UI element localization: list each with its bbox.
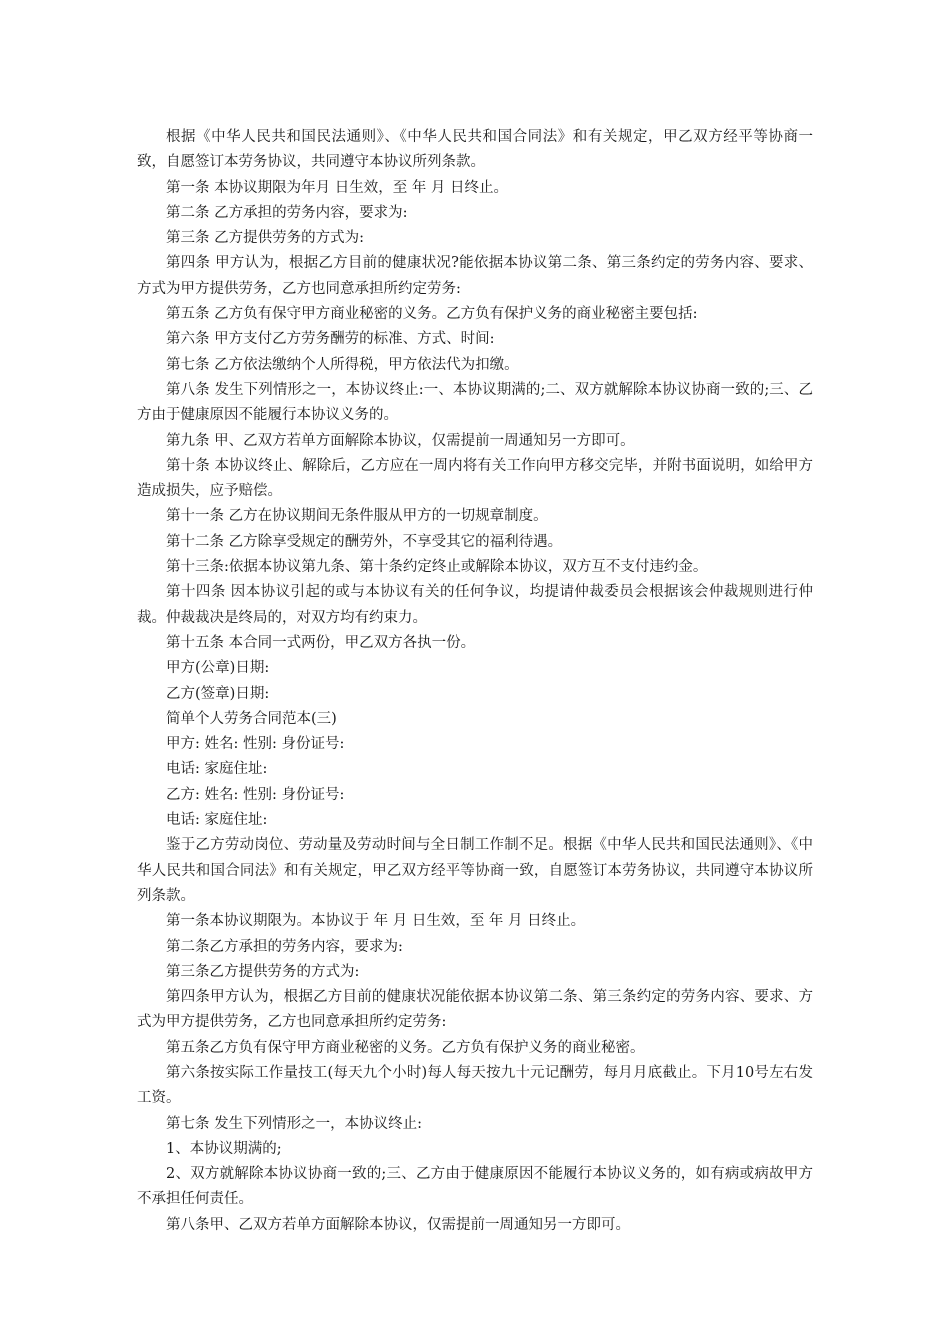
document-body xyxy=(137,125,813,1238)
paragraph-article-6: 第六条 甲方支付乙方劳务酬劳的标准、方式、时间: xyxy=(166,331,495,348)
paragraph-2-item-1: 1、本协议期满的; xyxy=(166,1140,282,1157)
paragraph-article-2: 第二条 乙方承担的劳务内容，要求为: xyxy=(166,204,408,221)
paragraph-article-12: 第十二条 乙方除享受规定的酬劳外，不享受其它的福利待遇。 xyxy=(166,533,563,550)
paragraph-2-article-7: 第七条 发生下列情形之一，本协议终止: xyxy=(166,1115,422,1132)
paragraph-2-article-3: 第三条乙方提供劳务的方式为: xyxy=(166,963,360,980)
party-b-info: 乙方: 姓名: 性别: 身份证号: xyxy=(166,786,345,803)
paragraph-article-8: 第八条 发生下列情形之一，本协议终止:一、本协议期满的;二、双方就解除本协议协商一致的;三、乙方由于健康原因不能履行本协议义务的。 xyxy=(137,381,813,424)
paragraph-article-9: 第九条 甲、乙双方若单方面解除本协议，仅需提前一周通知另一方即可。 xyxy=(166,432,635,449)
paragraph-article-10: 第十条 本协议终止、解除后，乙方应在一周内将有关工作向甲方移交完毕，并附书面说明，如给甲方造成损失，应予赔偿。 xyxy=(137,457,813,500)
paragraph-article-5: 第五条 乙方负有保守甲方商业秘密的义务。乙方负有保护义务的商业秘密主要包括: xyxy=(166,306,698,323)
paragraph-preamble-2: 鉴于乙方劳动岗位、劳动量及劳动时间与全日制工作制不足。根据《中华人民共和国民法通则》、《中华人民共和国合同法》和有关规定，甲乙双方经平等协商一致，自愿签订本劳务协议，共同遵守本协议所列条款。 xyxy=(137,837,813,904)
paragraph-2-item-2: 2、双方就解除本协议协商一致的;三、乙方由于健康原因不能履行本协议义务的，如有病或病故甲方不承担任何责任。 xyxy=(137,1166,813,1208)
paragraph-article-14: 第十四条 因本协议引起的或与本协议有关的任何争议，均提请仲裁委员会根据该会仲裁规则进行仲裁。仲裁裁决是终局的，对双方均有约束力。 xyxy=(137,584,813,626)
section-title: 简单个人劳务合同范本(三) xyxy=(166,710,337,727)
paragraph-article-7: 第七条 乙方依法缴纳个人所得税，甲方依法代为扣缴。 xyxy=(166,356,519,373)
party-a-contact: 电话: 家庭住址: xyxy=(166,761,268,778)
paragraph-2-article-1: 第一条本协议期限为。本协议于 年 月 日生效，至 年 月 日终止。 xyxy=(166,913,586,930)
paragraph-article-11: 第十一条 乙方在协议期间无条件服从甲方的一切规章制度。 xyxy=(166,508,548,525)
paragraph-article-4: 第四条 甲方认为，根据乙方目前的健康状况?能依据本协议第二条、第三条约定的劳务内容、要求、方式为甲方提供劳务，乙方也同意承担所约定劳务: xyxy=(137,255,813,297)
paragraph-2-article-8: 第八条甲、乙双方若单方面解除本协议，仅需提前一周通知另一方即可。 xyxy=(166,1216,630,1233)
paragraph-2-article-5: 第五条乙方负有保守甲方商业秘密的义务。乙方负有保护义务的商业秘密。 xyxy=(166,1039,645,1056)
paragraph-intro: 根据《中华人民共和国民法通则》、《中华人民共和国合同法》和有关规定，甲乙双方经平等协商一致，自愿签订本劳务协议，共同遵守本协议所列条款。 xyxy=(137,129,813,171)
signature-party-a: 甲方(公章)日期: xyxy=(166,660,270,677)
paragraph-2-article-2: 第二条乙方承担的劳务内容，要求为: xyxy=(166,938,403,955)
party-b-contact: 电话: 家庭住址: xyxy=(166,812,268,829)
paragraph-2-article-4: 第四条甲方认为，根据乙方目前的健康状况能依据本协议第二条、第三条约定的劳务内容、要求、方式为甲方提供劳务，乙方也同意承担所约定劳务: xyxy=(137,989,813,1031)
signature-party-b: 乙方(签章)日期: xyxy=(166,685,270,702)
paragraph-article-1: 第一条 本协议期限为年月 日生效，至 年 月 日终止。 xyxy=(166,179,509,196)
party-a-info: 甲方: 姓名: 性别: 身份证号: xyxy=(166,736,345,753)
paragraph-2-article-6: 第六条按实际工作量技工(每天九个小时)每人每天按九十元记酬劳，每月月底截止。下月10号左右发工资。 xyxy=(137,1064,813,1107)
paragraph-article-3: 第三条 乙方提供劳务的方式为: xyxy=(166,230,364,247)
paragraph-article-15: 第十五条 本合同一式两份，甲乙双方各执一份。 xyxy=(166,634,476,651)
paragraph-article-13: 第十三条:依据本协议第九条、第十条约定终止或解除本协议，双方互不支付违约金。 xyxy=(166,559,708,576)
